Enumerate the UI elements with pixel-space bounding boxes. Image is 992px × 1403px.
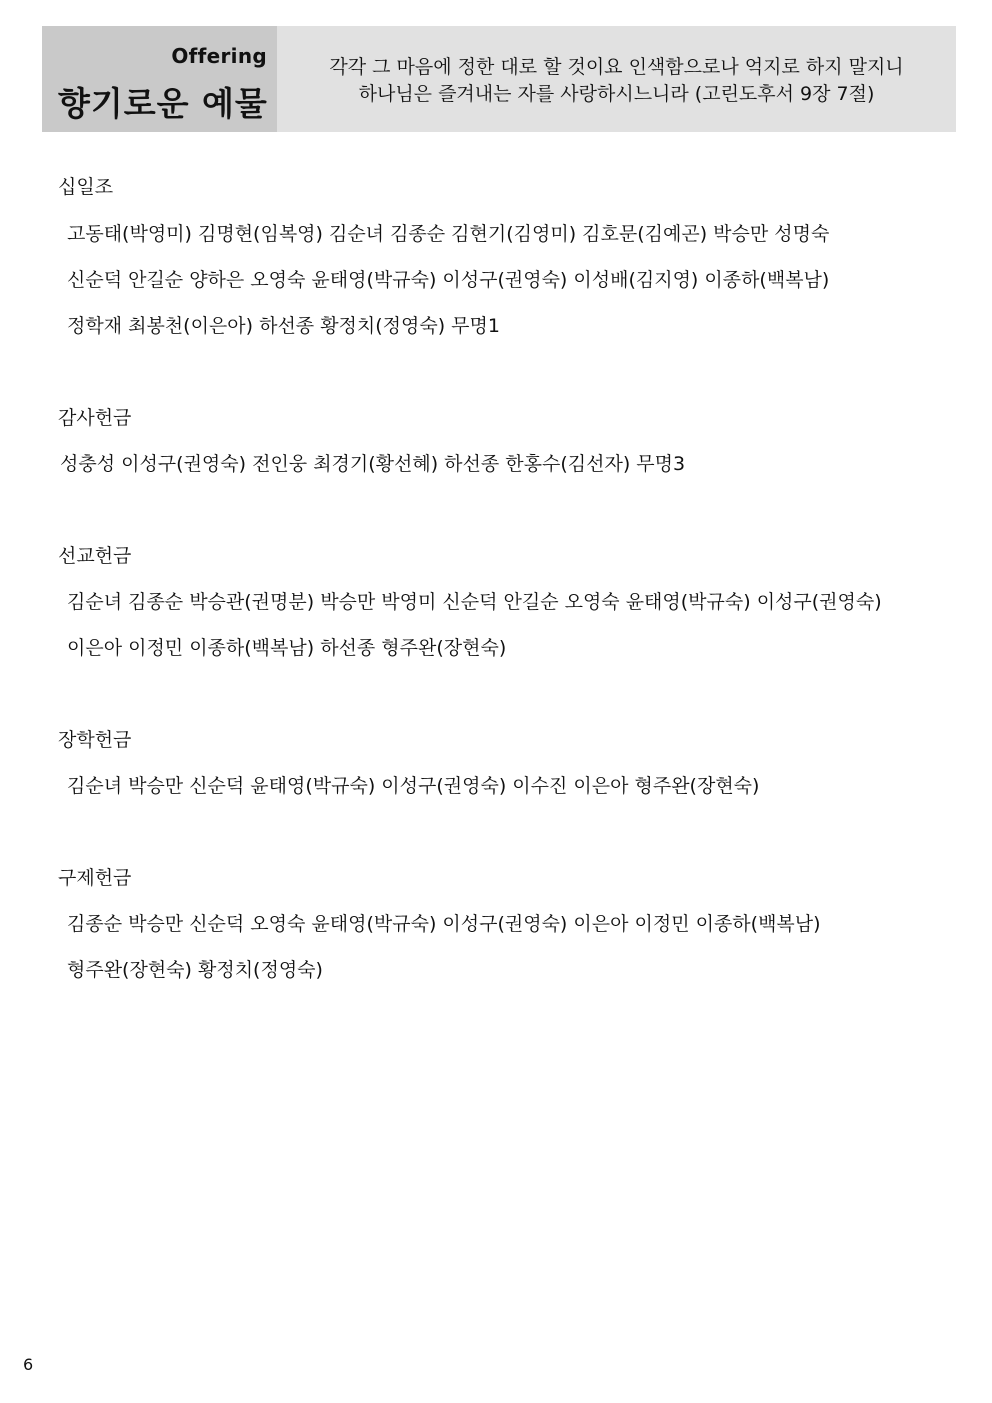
section-title: 선교헌금 — [58, 545, 132, 567]
verse-line-2: 하나님은 즐겨내는 자를 사랑하시느니라 (고린도후서 9장 7절) — [358, 83, 875, 105]
section-title: 십일조 — [58, 176, 114, 198]
section-relief — [58, 865, 821, 983]
section-title: 구제헌금 — [58, 867, 132, 889]
verse-line-1: 각각 그 마음에 정한 대로 할 것이요 인색함으로나 억지로 하지 말지니 — [329, 56, 904, 78]
section-scholarship — [58, 727, 759, 799]
page-number: 6 — [23, 1355, 34, 1374]
section-tithe — [58, 174, 829, 339]
name-list-line: 고동태(박영미) 김명현(임복영) 김순녀 김종순 김현기(김영미) 김호문(김예곤) 박승만 성명숙 — [67, 223, 830, 245]
header-title-block — [42, 26, 277, 132]
name-list-line: 김순녀 박승만 신순덕 윤태영(박규숙) 이성구(권영숙) 이수진 이은아 형주완(장현숙) — [67, 775, 760, 797]
name-list-line: 정학재 최봉천(이은아) 하선종 황정치(정영숙) 무명1 — [67, 315, 500, 337]
name-list-line: 이은아 이정민 이종하(백복남) 하선종 형주완(장현숙) — [67, 637, 507, 659]
name-list-line: 김순녀 김종순 박승관(권명분) 박승만 박영미 신순덕 안길순 오영숙 윤태영(박규숙) 이성구(권영숙) — [67, 591, 882, 613]
section-title: 장학헌금 — [58, 729, 132, 751]
name-list-line: 신순덕 안길순 양하은 오영숙 윤태영(박규숙) 이성구(권영숙) 이성배(김지영) 이종하(백복남) — [67, 269, 830, 291]
name-list-line: 형주완(장현숙) 황정치(정영숙) — [67, 959, 323, 981]
name-list-line: 성충성 이성구(권영숙) 전인웅 최경기(황선혜) 하선종 한홍수(김선자) 무명3 — [60, 453, 686, 475]
section-mission — [58, 543, 882, 661]
name-list-line: 김종순 박승만 신순덕 오영숙 윤태영(박규숙) 이성구(권영숙) 이은아 이정민 이종하(백복남) — [67, 913, 821, 935]
section-thanksgiving — [58, 405, 685, 477]
title-korean: 향기로운 예물 — [58, 84, 268, 123]
section-title: 감사헌금 — [58, 407, 132, 429]
title-english: Offering — [171, 44, 267, 68]
scripture-verse — [277, 54, 956, 108]
offering-header — [42, 26, 956, 132]
